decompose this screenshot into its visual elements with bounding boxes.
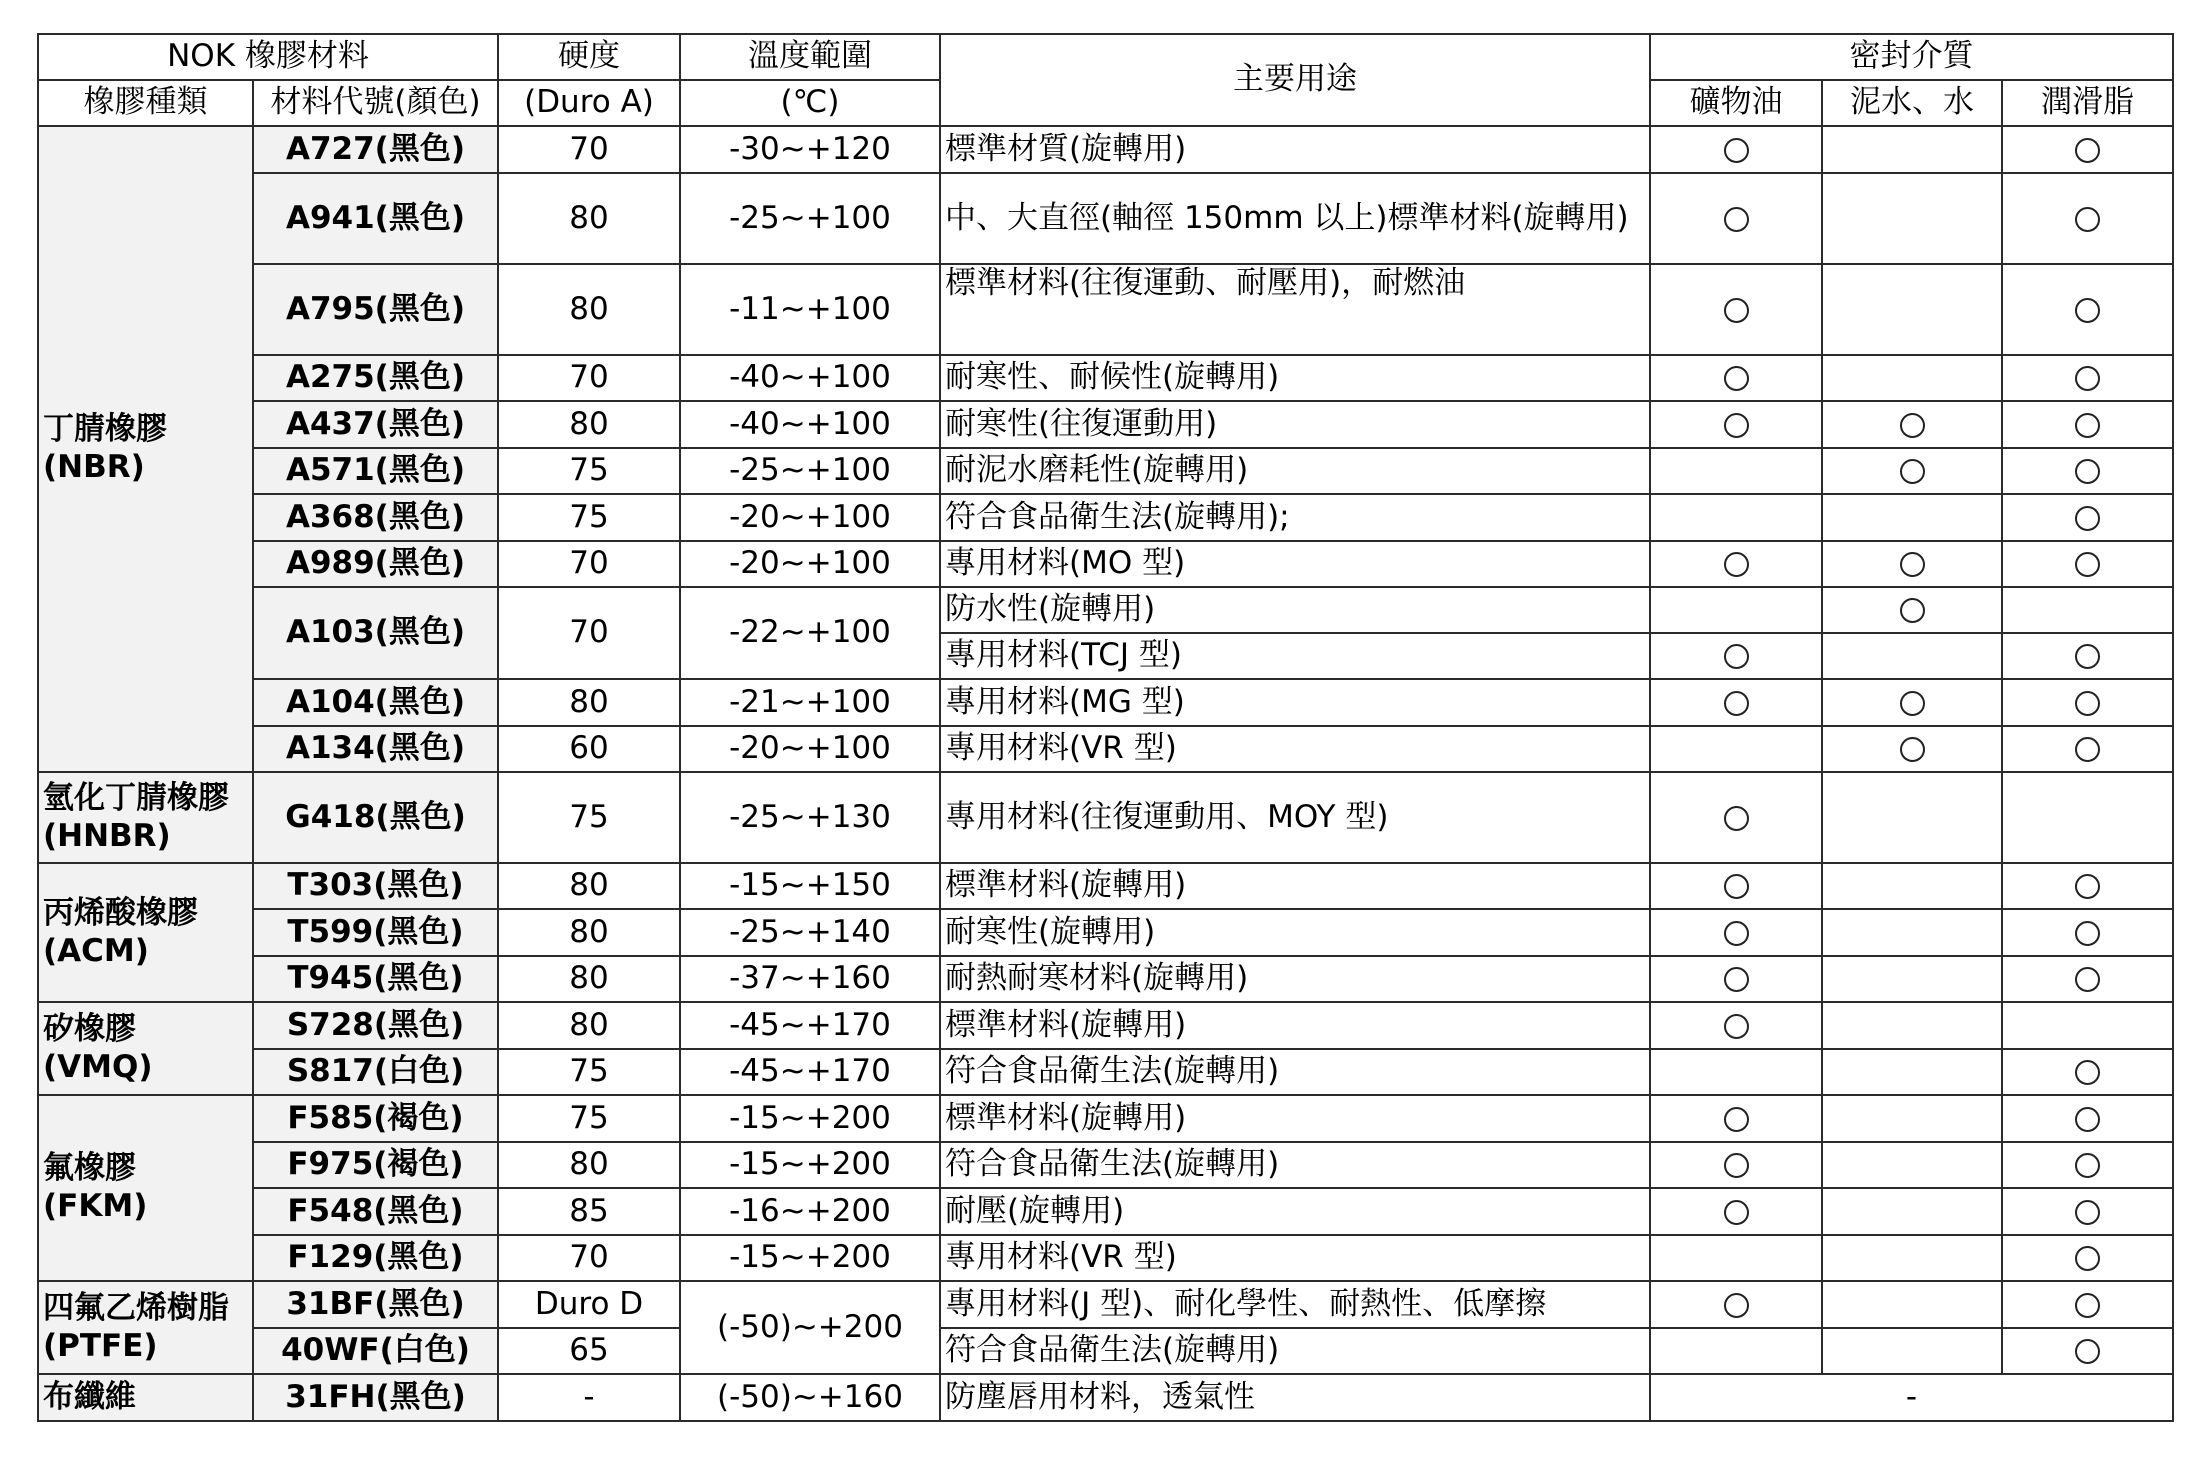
material-code-cell: 31BF(黑色) xyxy=(253,1281,498,1328)
grease-cell xyxy=(2002,633,2173,679)
circle-mark-icon xyxy=(2075,138,2100,163)
temperature-cell: -25~+130 xyxy=(680,772,940,863)
rubber-material-table xyxy=(37,33,2174,1422)
usage-cell: 專用材料(TCJ 型) xyxy=(940,633,1650,679)
mud-water-cell xyxy=(1822,448,2002,494)
circle-mark-icon xyxy=(1724,874,1749,899)
material-code-cell: 40WF(白色) xyxy=(253,1328,498,1374)
mineral-oil-cell xyxy=(1650,1049,1822,1095)
mud-water-cell xyxy=(1822,587,2002,633)
circle-mark-icon xyxy=(2075,644,2100,669)
temperature-cell: -45~+170 xyxy=(680,1049,940,1095)
mud-water-cell xyxy=(1822,633,2002,679)
hardness-cell: 80 xyxy=(498,956,680,1002)
material-code-cell: A571(黑色) xyxy=(253,448,498,494)
hardness-cell: 70 xyxy=(498,1235,680,1281)
temperature-cell: -25~+140 xyxy=(680,909,940,956)
circle-mark-icon xyxy=(2075,552,2100,577)
grease-cell xyxy=(2002,772,2173,863)
mineral-oil-cell xyxy=(1650,1328,1822,1374)
table-row xyxy=(38,863,2173,909)
table-row xyxy=(38,541,2173,587)
material-code-cell: A104(黑色) xyxy=(253,679,498,726)
hardness-cell: 75 xyxy=(498,772,680,863)
material-code-cell: 31FH(黑色) xyxy=(253,1374,498,1421)
hardness-cell: 80 xyxy=(498,909,680,956)
hardness-cell: 70 xyxy=(498,587,680,679)
temperature-cell: -20~+100 xyxy=(680,541,940,587)
circle-mark-icon xyxy=(1900,552,1925,577)
grease-cell xyxy=(2002,679,2173,726)
table-row xyxy=(38,494,2173,541)
hardness-cell: 75 xyxy=(498,1095,680,1142)
temperature-cell: -15~+200 xyxy=(680,1235,940,1281)
temperature-cell: -16~+200 xyxy=(680,1188,940,1235)
circle-mark-icon xyxy=(2075,1200,2100,1225)
circle-mark-icon xyxy=(1724,1153,1749,1178)
circle-mark-icon xyxy=(1724,691,1749,716)
usage-cell: 耐熱耐寒材料(旋轉用) xyxy=(940,956,1650,1002)
material-code-cell: A134(黑色) xyxy=(253,726,498,772)
mineral-oil-cell xyxy=(1650,679,1822,726)
grease-cell xyxy=(2002,1281,2173,1328)
table-row xyxy=(38,1328,2173,1374)
hardness-cell: 60 xyxy=(498,726,680,772)
mineral-oil-cell xyxy=(1650,1281,1822,1328)
table-row xyxy=(38,355,2173,401)
circle-mark-icon xyxy=(2075,459,2100,484)
mineral-oil-cell xyxy=(1650,1095,1822,1142)
mud-water-cell xyxy=(1822,1049,2002,1095)
header-mud-water: 泥水、水 xyxy=(1822,80,2002,126)
usage-cell: 符合食品衛生法(旋轉用); xyxy=(940,494,1650,541)
material-code-cell: A941(黑色) xyxy=(253,173,498,264)
circle-mark-icon xyxy=(1724,967,1749,992)
mineral-oil-cell xyxy=(1650,863,1822,909)
temperature-cell: -45~+170 xyxy=(680,1002,940,1049)
table-row xyxy=(38,679,2173,726)
table-row xyxy=(38,1235,2173,1281)
temperature-cell: -20~+100 xyxy=(680,494,940,541)
mud-water-cell xyxy=(1822,863,2002,909)
temperature-cell: -21~+100 xyxy=(680,679,940,726)
grease-cell xyxy=(2002,587,2173,633)
mud-water-cell xyxy=(1822,772,2002,863)
grease-cell xyxy=(2002,355,2173,401)
temperature-cell: -20~+100 xyxy=(680,726,940,772)
table-row xyxy=(38,772,2173,863)
table-row xyxy=(38,1142,2173,1188)
hardness-cell: 85 xyxy=(498,1188,680,1235)
rubber-type-cell: 四氟乙烯樹脂 (PTFE) xyxy=(38,1281,253,1374)
circle-mark-icon xyxy=(2075,506,2100,531)
header-nok-materials: NOK 橡膠材料 xyxy=(38,34,498,80)
circle-mark-icon xyxy=(2075,298,2100,323)
usage-cell: 標準材質(旋轉用) xyxy=(940,126,1650,173)
grease-cell xyxy=(2002,173,2173,264)
usage-cell: 專用材料(往復運動用、MOY 型) xyxy=(940,772,1650,863)
grease-cell xyxy=(2002,1235,2173,1281)
hardness-cell: Duro D xyxy=(498,1281,680,1328)
table-row xyxy=(38,1095,2173,1142)
grease-cell xyxy=(2002,863,2173,909)
circle-mark-icon xyxy=(1724,413,1749,438)
usage-cell: 耐寒性、耐候性(旋轉用) xyxy=(940,355,1650,401)
material-code-cell: F975(褐色) xyxy=(253,1142,498,1188)
table-row xyxy=(38,726,2173,772)
header-hardness-unit: (Duro A) xyxy=(498,80,680,126)
circle-mark-icon xyxy=(1724,207,1749,232)
usage-cell: 符合食品衛生法(旋轉用) xyxy=(940,1328,1650,1374)
header-material-code: 材料代號(顏色) xyxy=(253,80,498,126)
mud-water-cell xyxy=(1822,1002,2002,1049)
usage-cell: 專用材料(VR 型) xyxy=(940,1235,1650,1281)
material-code-cell: S728(黑色) xyxy=(253,1002,498,1049)
grease-cell xyxy=(2002,401,2173,448)
table-row xyxy=(38,1002,2173,1049)
circle-mark-icon xyxy=(1724,1200,1749,1225)
rubber-type-cell: 丁腈橡膠 (NBR) xyxy=(38,126,253,772)
mineral-oil-cell xyxy=(1650,494,1822,541)
mud-water-cell xyxy=(1822,126,2002,173)
circle-mark-icon xyxy=(1724,366,1749,391)
table-row xyxy=(38,401,2173,448)
circle-mark-icon xyxy=(1724,806,1749,831)
header-usage: 主要用途 xyxy=(940,34,1650,126)
material-table-container xyxy=(37,33,2174,1422)
hardness-cell: 80 xyxy=(498,1142,680,1188)
mud-water-cell xyxy=(1822,679,2002,726)
mineral-oil-cell xyxy=(1650,355,1822,401)
table-row xyxy=(38,173,2173,264)
usage-cell: 中、大直徑(軸徑 150mm 以上)標準材料(旋轉用) xyxy=(940,173,1650,264)
usage-cell: 標準材料(旋轉用) xyxy=(940,1095,1650,1142)
mineral-oil-cell xyxy=(1650,772,1822,863)
circle-mark-icon xyxy=(2075,1339,2100,1364)
usage-cell: 專用材料(J 型)、耐化學性、耐熱性、低摩擦 xyxy=(940,1281,1650,1328)
circle-mark-icon xyxy=(2075,737,2100,762)
usage-cell: 專用材料(MO 型) xyxy=(940,541,1650,587)
usage-cell: 標準材料(旋轉用) xyxy=(940,863,1650,909)
temperature-cell: -30~+120 xyxy=(680,126,940,173)
rubber-type-cell: 布纖維 xyxy=(38,1374,253,1421)
rubber-type-cell: 矽橡膠 (VMQ) xyxy=(38,1002,253,1095)
mineral-oil-cell xyxy=(1650,909,1822,956)
table-row xyxy=(38,1049,2173,1095)
grease-cell xyxy=(2002,1142,2173,1188)
mineral-oil-cell xyxy=(1650,956,1822,1002)
temperature-cell: -11~+100 xyxy=(680,264,940,355)
mud-water-cell xyxy=(1822,1328,2002,1374)
grease-cell xyxy=(2002,126,2173,173)
temperature-cell: -37~+160 xyxy=(680,956,940,1002)
mud-water-cell xyxy=(1822,355,2002,401)
mineral-oil-cell xyxy=(1650,401,1822,448)
material-code-cell: F548(黑色) xyxy=(253,1188,498,1235)
table-row xyxy=(38,1374,2173,1421)
mineral-oil-cell xyxy=(1650,126,1822,173)
mud-water-cell xyxy=(1822,1188,2002,1235)
circle-mark-icon xyxy=(1900,691,1925,716)
material-code-cell: A795(黑色) xyxy=(253,264,498,355)
material-code-cell: A103(黑色) xyxy=(253,587,498,679)
grease-cell xyxy=(2002,1188,2173,1235)
circle-mark-icon xyxy=(2075,691,2100,716)
mud-water-cell xyxy=(1822,264,2002,355)
table-row xyxy=(38,1281,2173,1328)
circle-mark-icon xyxy=(2075,366,2100,391)
circle-mark-icon xyxy=(2075,1107,2100,1132)
material-code-cell: F585(褐色) xyxy=(253,1095,498,1142)
temperature-cell: -15~+200 xyxy=(680,1142,940,1188)
seal-media-dash-cell: - xyxy=(1650,1374,2173,1421)
hardness-cell: 75 xyxy=(498,494,680,541)
table-row xyxy=(38,264,2173,355)
usage-cell: 標準材料(旋轉用) xyxy=(940,1002,1650,1049)
material-code-cell: T945(黑色) xyxy=(253,956,498,1002)
circle-mark-icon xyxy=(1724,138,1749,163)
material-code-cell: A727(黑色) xyxy=(253,126,498,173)
usage-cell: 標準材料(往復運動、耐壓用)，耐燃油 xyxy=(940,264,1650,355)
circle-mark-icon xyxy=(1724,1107,1749,1132)
mud-water-cell xyxy=(1822,1235,2002,1281)
temperature-cell: (-50)~+160 xyxy=(680,1374,940,1421)
mud-water-cell xyxy=(1822,1281,2002,1328)
grease-cell xyxy=(2002,494,2173,541)
header-hardness: 硬度 xyxy=(498,34,680,80)
temperature-cell: -25~+100 xyxy=(680,173,940,264)
hardness-cell: 80 xyxy=(498,173,680,264)
rubber-type-cell: 丙烯酸橡膠 (ACM) xyxy=(38,863,253,1002)
mud-water-cell xyxy=(1822,173,2002,264)
grease-cell xyxy=(2002,448,2173,494)
grease-cell xyxy=(2002,1049,2173,1095)
circle-mark-icon xyxy=(2075,207,2100,232)
usage-cell: 耐寒性(往復運動用) xyxy=(940,401,1650,448)
usage-cell: 防水性(旋轉用) xyxy=(940,587,1650,633)
mineral-oil-cell xyxy=(1650,1142,1822,1188)
temperature-cell: -40~+100 xyxy=(680,355,940,401)
circle-mark-icon xyxy=(1724,298,1749,323)
table-row xyxy=(38,587,2173,633)
circle-mark-icon xyxy=(1724,1293,1749,1318)
grease-cell xyxy=(2002,541,2173,587)
rubber-type-cell: 氟橡膠 (FKM) xyxy=(38,1095,253,1281)
material-code-cell: A368(黑色) xyxy=(253,494,498,541)
table-row xyxy=(38,126,2173,173)
circle-mark-icon xyxy=(1900,598,1925,623)
hardness-cell: - xyxy=(498,1374,680,1421)
header-temperature: 溫度範圍 xyxy=(680,34,940,80)
circle-mark-icon xyxy=(1724,1014,1749,1039)
grease-cell xyxy=(2002,909,2173,956)
material-code-cell: A275(黑色) xyxy=(253,355,498,401)
header-row-1 xyxy=(38,34,2173,80)
material-code-cell: A989(黑色) xyxy=(253,541,498,587)
temperature-cell: -25~+100 xyxy=(680,448,940,494)
circle-mark-icon xyxy=(2075,967,2100,992)
header-rubber-type: 橡膠種類 xyxy=(38,80,253,126)
usage-cell: 耐泥水磨耗性(旋轉用) xyxy=(940,448,1650,494)
circle-mark-icon xyxy=(2075,921,2100,946)
usage-cell: 符合食品衛生法(旋轉用) xyxy=(940,1049,1650,1095)
hardness-cell: 65 xyxy=(498,1328,680,1374)
mineral-oil-cell xyxy=(1650,448,1822,494)
header-grease: 潤滑脂 xyxy=(2002,80,2173,126)
mineral-oil-cell xyxy=(1650,541,1822,587)
circle-mark-icon xyxy=(2075,1153,2100,1178)
mineral-oil-cell xyxy=(1650,1235,1822,1281)
mineral-oil-cell xyxy=(1650,1188,1822,1235)
temperature-cell: -40~+100 xyxy=(680,401,940,448)
mud-water-cell xyxy=(1822,909,2002,956)
usage-cell: 專用材料(MG 型) xyxy=(940,679,1650,726)
mineral-oil-cell xyxy=(1650,587,1822,633)
hardness-cell: 75 xyxy=(498,1049,680,1095)
hardness-cell: 80 xyxy=(498,264,680,355)
hardness-cell: 75 xyxy=(498,448,680,494)
circle-mark-icon xyxy=(1900,413,1925,438)
circle-mark-icon xyxy=(1900,459,1925,484)
mud-water-cell xyxy=(1822,1095,2002,1142)
usage-cell: 耐壓(旋轉用) xyxy=(940,1188,1650,1235)
material-code-cell: T303(黑色) xyxy=(253,863,498,909)
mud-water-cell xyxy=(1822,541,2002,587)
temperature-cell: -22~+100 xyxy=(680,587,940,679)
usage-cell: 防塵唇用材料，透氣性 xyxy=(940,1374,1650,1421)
hardness-cell: 70 xyxy=(498,126,680,173)
circle-mark-icon xyxy=(1724,644,1749,669)
mud-water-cell xyxy=(1822,1142,2002,1188)
grease-cell xyxy=(2002,1002,2173,1049)
table-row xyxy=(38,909,2173,956)
mud-water-cell xyxy=(1822,956,2002,1002)
material-code-cell: T599(黑色) xyxy=(253,909,498,956)
usage-cell: 耐寒性(旋轉用) xyxy=(940,909,1650,956)
circle-mark-icon xyxy=(2075,1060,2100,1085)
material-code-cell: F129(黑色) xyxy=(253,1235,498,1281)
hardness-cell: 80 xyxy=(498,401,680,448)
grease-cell xyxy=(2002,726,2173,772)
mud-water-cell xyxy=(1822,726,2002,772)
table-row xyxy=(38,956,2173,1002)
hardness-cell: 70 xyxy=(498,541,680,587)
temperature-cell: -15~+200 xyxy=(680,1095,940,1142)
circle-mark-icon xyxy=(2075,1246,2100,1271)
material-code-cell: S817(白色) xyxy=(253,1049,498,1095)
header-mineral-oil: 礦物油 xyxy=(1650,80,1822,126)
temperature-cell: -15~+150 xyxy=(680,863,940,909)
circle-mark-icon xyxy=(1724,552,1749,577)
hardness-cell: 80 xyxy=(498,863,680,909)
grease-cell xyxy=(2002,1328,2173,1374)
circle-mark-icon xyxy=(2075,1293,2100,1318)
mineral-oil-cell xyxy=(1650,633,1822,679)
circle-mark-icon xyxy=(1900,737,1925,762)
hardness-cell: 80 xyxy=(498,1002,680,1049)
mineral-oil-cell xyxy=(1650,1002,1822,1049)
grease-cell xyxy=(2002,1095,2173,1142)
hardness-cell: 70 xyxy=(498,355,680,401)
circle-mark-icon xyxy=(1724,921,1749,946)
usage-cell: 專用材料(VR 型) xyxy=(940,726,1650,772)
mineral-oil-cell xyxy=(1650,173,1822,264)
mineral-oil-cell xyxy=(1650,726,1822,772)
rubber-type-cell: 氫化丁腈橡膠 (HNBR) xyxy=(38,772,253,863)
table-row xyxy=(38,448,2173,494)
header-seal-media: 密封介質 xyxy=(1650,34,2173,80)
material-code-cell: G418(黑色) xyxy=(253,772,498,863)
hardness-cell: 80 xyxy=(498,679,680,726)
usage-cell: 符合食品衛生法(旋轉用) xyxy=(940,1142,1650,1188)
temperature-cell: (-50)~+200 xyxy=(680,1281,940,1374)
circle-mark-icon xyxy=(2075,874,2100,899)
header-temperature-unit: (℃) xyxy=(680,80,940,126)
mineral-oil-cell xyxy=(1650,264,1822,355)
mud-water-cell xyxy=(1822,494,2002,541)
mud-water-cell xyxy=(1822,401,2002,448)
circle-mark-icon xyxy=(2075,413,2100,438)
material-code-cell: A437(黑色) xyxy=(253,401,498,448)
grease-cell xyxy=(2002,264,2173,355)
grease-cell xyxy=(2002,956,2173,1002)
table-row xyxy=(38,1188,2173,1235)
